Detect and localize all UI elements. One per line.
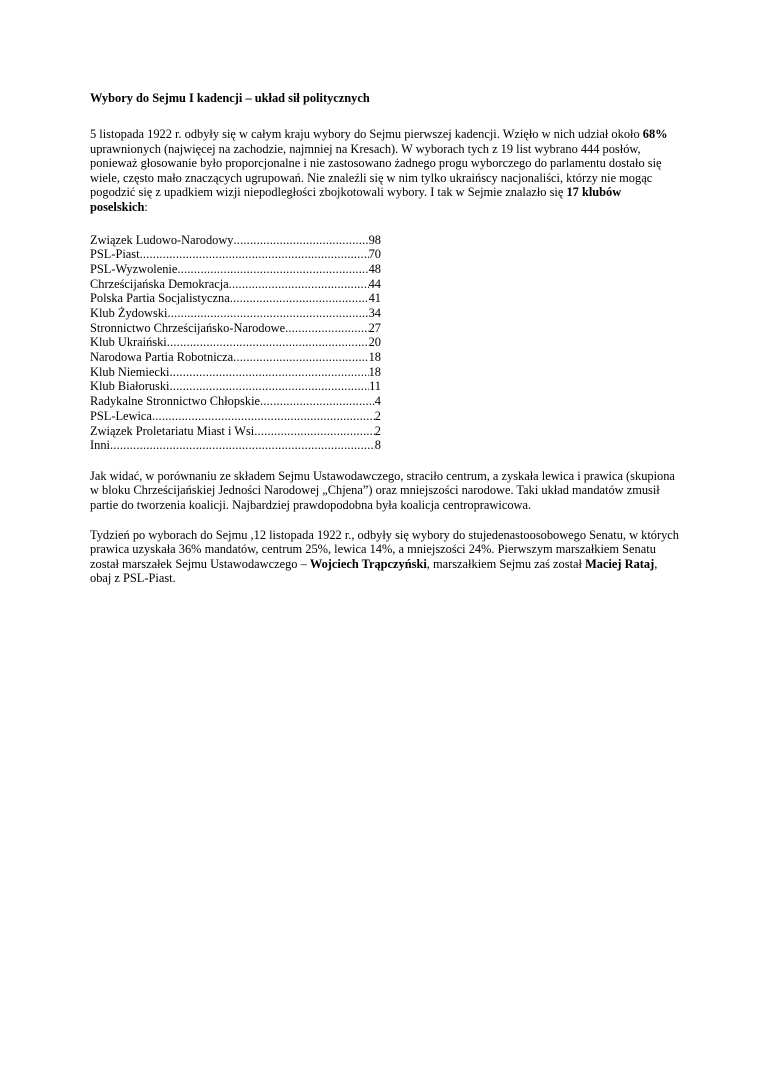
club-row	[90, 424, 381, 439]
club-name: PSL-Wyzwolenie	[90, 261, 178, 276]
senate-marshal-name: Wojciech Trąpczyński	[309, 556, 427, 571]
club-seats: 41	[368, 291, 381, 306]
club-name: Klub Żydowski	[90, 306, 168, 320]
document-page	[90, 91, 680, 586]
club-row	[90, 335, 381, 350]
club-seats: 2	[374, 408, 381, 423]
dot-leader	[230, 291, 369, 306]
club-name: Polska Partia Socjalistyczna	[90, 291, 230, 306]
club-name: Klub Ukraiński	[90, 335, 167, 350]
club-row	[90, 409, 381, 424]
senate-paragraph	[90, 528, 680, 586]
club-seats: 44	[368, 276, 381, 291]
club-seats: 4	[374, 394, 381, 409]
club-name: Związek Ludowo-Narodowy	[90, 232, 234, 247]
club-row	[90, 321, 381, 336]
club-name: Klub Niemiecki	[90, 364, 170, 379]
club-name: Klub Białoruski	[90, 379, 170, 394]
dot-leader	[170, 379, 370, 394]
intro-text-1: 5 listopada 1922 r. odbyły się w całym kraju wybory do Sejmu pierwszej kadencji. Wzięło w nich udział około	[90, 127, 643, 141]
dot-leader	[167, 335, 369, 350]
club-row	[90, 350, 381, 365]
dot-leader	[110, 438, 375, 453]
dot-leader	[152, 409, 375, 424]
clubs-count: 17 klubów poselskich	[90, 185, 622, 214]
dot-leader	[177, 262, 368, 277]
club-row	[90, 233, 381, 248]
club-name: Chrześcijańska Demokracja	[90, 276, 229, 291]
club-row	[90, 379, 381, 394]
club-row	[90, 306, 381, 321]
club-row	[90, 247, 381, 262]
clubs-list	[90, 233, 381, 453]
club-name: Stronnictwo Chrześcijańsko-Narodowe	[90, 320, 286, 335]
club-name: PSL-Lewica	[90, 408, 152, 423]
dot-leader	[170, 365, 369, 380]
dot-leader	[229, 277, 369, 292]
club-name: Radykalne Stronnictwo Chłopskie	[90, 394, 261, 409]
club-seats: 48	[368, 261, 381, 276]
club-name: Związek Proletariatu Miast i Wsi	[90, 423, 255, 438]
club-row	[90, 438, 381, 453]
dot-leader	[260, 394, 375, 409]
club-seats: 27	[368, 320, 381, 335]
dot-leader	[285, 321, 369, 336]
club-seats: 34	[368, 306, 381, 320]
sejm-marshal-name: Maciej Rataj	[585, 556, 655, 571]
club-seats: 8	[374, 438, 381, 453]
club-row	[90, 277, 381, 292]
club-name: Narodowa Partia Robotnicza	[90, 350, 234, 365]
club-seats: 20	[368, 335, 381, 350]
document-title: Wybory do Sejmu I kadencji – układ sił politycznych	[90, 91, 370, 105]
dot-leader	[140, 247, 369, 262]
club-name: PSL-Piast	[90, 247, 140, 262]
turnout-value: 68%	[642, 127, 668, 141]
club-seats: 18	[368, 350, 381, 365]
analysis-paragraph: Jak widać, w porównaniu ze składem Sejmu Ustawodawczego, straciło centrum, a zyskała lewica i prawica (skupiona w bloku Chrześcijańskiej Jedności Narodowej „Chjena”) oraz mniejszości narodowe. Taki układ mandatów zmusił partie do tworzenia koalicji. Najbardziej prawdopodobna była koalicja centroprawicowa.	[90, 468, 675, 513]
intro-text-2: uprawnionych (najwięcej na zachodzie, najmniej na Kresach). W wyborach tych z 19 list wybrano 444 posłów, ponieważ głosowanie było proporcjonalne i nie zastosowano żadnego progu wyborczego do parlamentu dostało się wiele, często mało znaczących ugrupowań. Nie znaleźli się w nim tylko ukraińscy nacjonaliści, którzy nie mogąc pogodzić się z upadkiem wizji niepodległości zbojkotowali wybory. I tak w Sejmie znalazło się	[90, 141, 662, 200]
club-row	[90, 262, 381, 277]
club-seats: 11	[369, 379, 381, 394]
dot-leader	[254, 424, 375, 439]
senate-text-2: , marszałkiem Sejmu zaś został	[426, 556, 586, 571]
dot-leader	[233, 233, 368, 248]
senate-text-1: Tydzień po wyborach do Sejmu ,12 listopada 1922 r., odbyły się wybory do stujedenastoosobowego Senatu, w których prawica uzyskała 36% mandatów, centrum 25%, lewica 14%, a mniejszości 24%. Pierwszym marszałkiem Senatu został marszałek Sejmu Ustawodawczego –	[90, 527, 679, 571]
club-row	[90, 365, 381, 380]
club-name: Inni	[90, 438, 110, 453]
club-seats: 18	[368, 364, 381, 379]
club-seats: 70	[368, 247, 381, 262]
intro-paragraph	[90, 127, 680, 215]
club-seats: 98	[368, 232, 381, 247]
senate-text-3: , obaj z PSL-Piast.	[90, 556, 658, 586]
club-row	[90, 394, 381, 409]
dot-leader	[167, 306, 368, 321]
dot-leader	[233, 350, 368, 365]
club-row	[90, 291, 381, 306]
club-seats: 2	[374, 423, 381, 438]
intro-text-3: :	[144, 199, 148, 214]
